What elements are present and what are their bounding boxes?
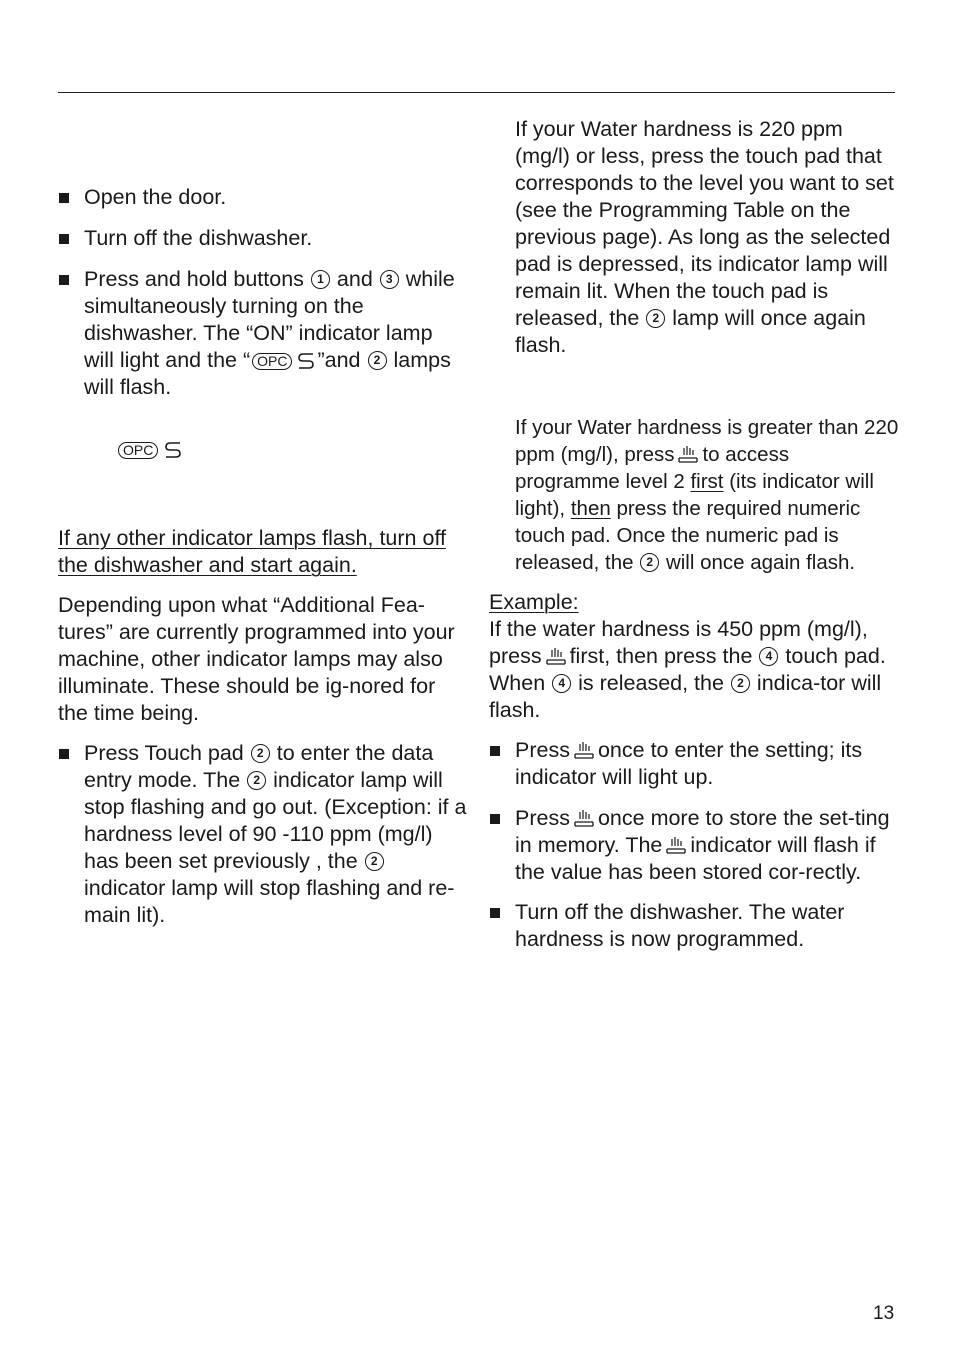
button-number-icon: 2 xyxy=(247,771,266,790)
button-number-icon: 2 xyxy=(365,852,384,871)
button-number-icon: 4 xyxy=(759,647,778,666)
bullet-square xyxy=(490,814,500,824)
bullet-turn-off: Turn off the dishwasher. xyxy=(58,225,468,252)
right-column xyxy=(489,116,899,953)
bullet-enter-setting: Press once to enter the setting; its indicator will light up. xyxy=(489,737,899,791)
bullet-square xyxy=(490,908,500,918)
s-wave-icon xyxy=(297,351,315,371)
bullet-square xyxy=(59,193,69,203)
button-number-icon: 2 xyxy=(640,553,659,572)
water-hardness-icon xyxy=(545,645,567,667)
low-hardness-paragraph: If your Water hardness is 220 ppm (mg/l) or less, press the touch pad that corresponds to the level you want to set (see the Programming Table on the previous page). As long as the selected pad is depressed, its indicator lamp will remain lit. When the touch pad is released, the 2 lamp will once again flash. xyxy=(515,117,894,357)
bullet-press-hold: Press and hold buttons 1 and 3 while simultaneously turning on the dishwasher. The “ON” indicator lamp will light and the “ OPC ”and 2 lamps will flash. xyxy=(58,266,468,401)
button-number-icon: 2 xyxy=(731,674,750,693)
bullet-turn-off-final: Turn off the dishwasher. The water hardness is now programmed. xyxy=(489,899,899,953)
bullet-touch-pad: Press Touch pad 2 to enter the data entry mode. The 2 indicator lamp will stop flashing and go out. (Exception: if a hardness level of 90 -110 ppm (mg/l) has been set previously , the 2 indicator lamp will stop flashing and re-main lit). xyxy=(58,740,468,929)
example-label: Example: xyxy=(489,590,579,614)
bullet-square xyxy=(59,275,69,285)
water-hardness-icon xyxy=(573,807,595,829)
additional-features-paragraph: Depending upon what “Additional Fea-tures” are currently programmed into your machine, other indicator lamps may also illuminate. These should be ig-nored for the time being. xyxy=(58,593,455,725)
high-hardness-paragraph: If your Water hardness is greater than 220 ppm (mg/l), press to access programme level 2 first (its indicator will light), then press the required numeric touch pad. Once the numeric pad is released, the 2 will once again flash. xyxy=(515,416,899,574)
bullet-open-door: Open the door. xyxy=(58,184,468,211)
water-hardness-icon xyxy=(665,834,687,856)
opc-icon: OPC xyxy=(118,442,158,459)
bullet-store-setting: Press once more to store the set-ting in memory. The indicator will flash if the value has been stored cor-rectly. xyxy=(489,805,899,886)
s-wave-icon xyxy=(163,440,183,460)
bullet-square xyxy=(490,746,500,756)
header-rule xyxy=(58,92,895,93)
button-number-icon: 3 xyxy=(380,270,399,289)
left-column xyxy=(58,184,468,929)
opc-icon: OPC xyxy=(252,353,292,370)
page-number: 13 xyxy=(873,1303,895,1324)
button-number-icon: 2 xyxy=(251,744,270,763)
button-number-icon: 2 xyxy=(368,351,387,370)
water-hardness-icon xyxy=(677,443,699,465)
bullet-square xyxy=(59,234,69,244)
button-number-icon: 2 xyxy=(646,309,665,328)
button-number-icon: 1 xyxy=(311,270,330,289)
opc-symbol-row xyxy=(58,436,468,463)
button-number-icon: 4 xyxy=(552,674,571,693)
water-hardness-icon xyxy=(573,739,595,761)
example-paragraph: If the water hardness is 450 ppm (mg/l), press first, then press the 4 touch pad. When 4 is released, the 2 indica-tor will flash. xyxy=(489,617,886,722)
bullet-square xyxy=(59,749,69,759)
restart-note: If any other indicator lamps flash, turn off the dishwasher and start again. xyxy=(58,526,446,577)
